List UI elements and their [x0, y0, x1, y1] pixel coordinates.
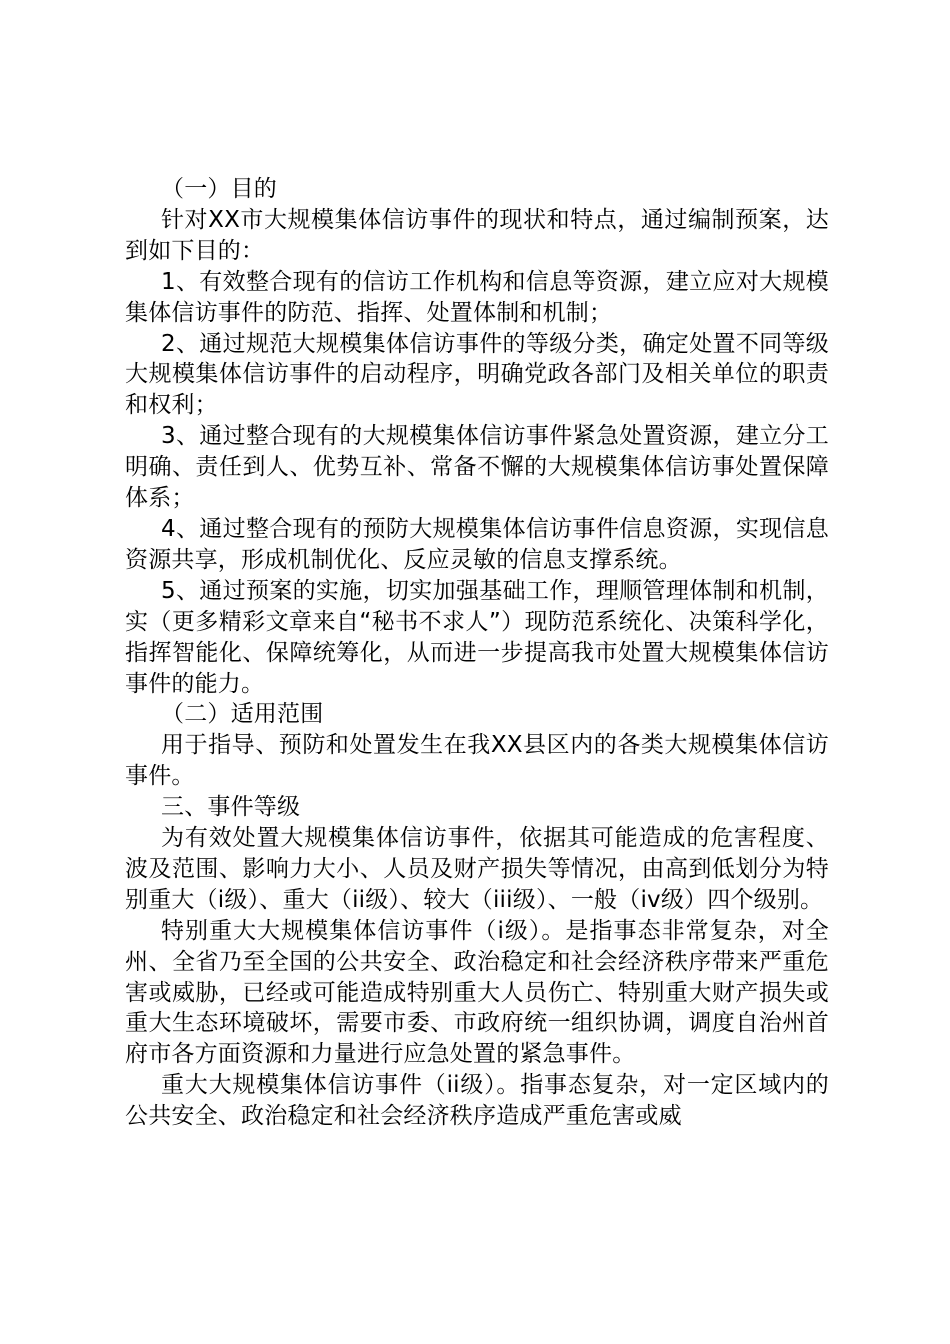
paragraph-intro: 针对XX市大规模集体信访事件的现状和特点，通过编制预案，达到如下目的：	[125, 206, 829, 264]
section-heading-purpose: （一）目的	[161, 176, 277, 202]
paragraph-item-1: 1、有效整合现有的信访工作机构和信息等资源，建立应对大规模集体信访事件的防范、指挥、处置体制和机制；	[125, 268, 829, 326]
section-heading-scope: （二）适用范围	[161, 701, 324, 728]
paragraph-level-i: 特别重大大规模集体信访事件（i级）。是指事态非常复杂，对全州、全省乃至全国的公共安全、政治稳定和社会经济秩序带来严重危害或威胁，已经或可能造成特别重大人员伤亡、特别重大财产损失或重大生态环境破坏，需要市委、市政府统一组织协调，调度自治州首府市各方面资源和力量进行应急处置的紧急事件。	[125, 917, 829, 1068]
paragraph-scope: 用于指导、预防和处置发生在我XX县区内的各类大规模集体信访事件。	[125, 732, 829, 790]
paragraph-level-ii: 重大大规模集体信访事件（ii级）。指事态复杂，对一定区域内的公共安全、政治稳定和社会经济秩序造成严重危害或威	[125, 1072, 829, 1130]
paragraph-item-5: 5、通过预案的实施，切实加强基础工作，理顺管理体制和机制，实（更多精彩文章来自“秘书不求人”）现防范系统化、决策科学化，指挥智能化、保障统筹化，从而进一步提高我市处置大规模集体信访事件的能力。	[125, 577, 829, 697]
document-body	[125, 174, 829, 1132]
paragraph-item-4: 4、通过整合现有的预防大规模集体信访事件信息资源，实现信息资源共享，形成机制优化、反应灵敏的信息支撑系统。	[125, 515, 829, 573]
paragraph-levels: 为有效处置大规模集体信访事件，依据其可能造成的危害程度、波及范围、影响力大小、人员及财产损失等情况，由高到低划分为特别重大（i级）、重大（ii级）、较大（iii级）、一般（iv级）四个级别。	[125, 825, 829, 913]
paragraph-item-2: 2、通过规范大规模集体信访事件的等级分类，确定处置不同等级大规模集体信访事件的启动程序，明确党政各部门及相关单位的职责和权利；	[125, 330, 829, 419]
section-heading-levels: 三、事件等级	[161, 794, 301, 821]
paragraph-item-3: 3、通过整合现有的大规模集体信访事件紧急处置资源，建立分工明确、责任到人、优势互补、常备不懈的大规模集体信访事处置保障体系；	[125, 423, 829, 512]
